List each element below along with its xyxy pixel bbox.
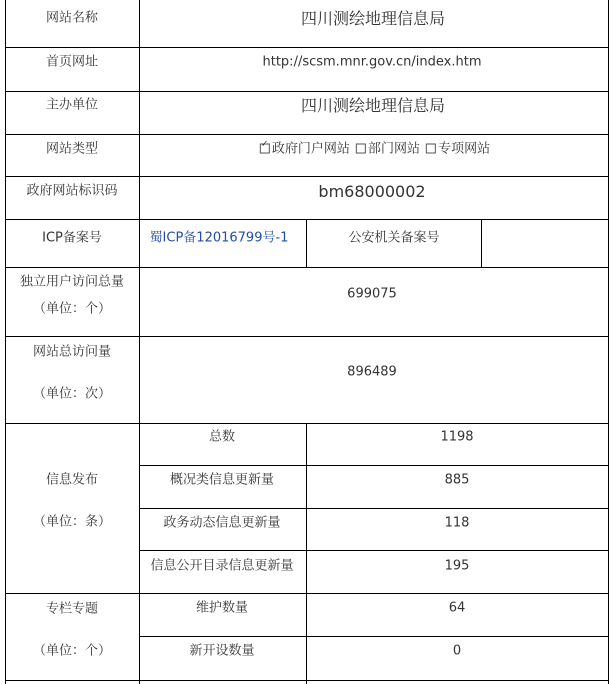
option-gov-portal: 政府门户网站: [271, 141, 350, 157]
icp-label: ICP备案号: [42, 230, 102, 246]
site-name-label: 网站名称: [45, 10, 99, 26]
option-dept: 部门网站: [367, 141, 421, 157]
column-row-name: 新开设数量: [189, 643, 255, 659]
homepage-value: http://scsm.mnr.gov.cn/index.htm: [262, 54, 482, 70]
table-border-right: [608, 0, 609, 684]
table-divider-label: [139, 0, 140, 684]
site-type-label: 网站类型: [45, 141, 99, 157]
row-line: [5, 267, 609, 268]
pv-label: 网站总访问量: [32, 344, 112, 360]
pv-unit: （单位：次）: [32, 386, 112, 402]
icp-divider-1: [306, 219, 307, 267]
gov-code-value: bm68000002: [318, 182, 426, 201]
police-label: 公安机关备案号: [348, 230, 440, 246]
column-row-name: 维护数量: [195, 600, 249, 616]
info-row-name: 概况类信息更新量: [169, 472, 275, 488]
column-unit: （单位：个）: [32, 643, 112, 659]
sub-divider: [306, 423, 307, 684]
homepage-label: 首页网址: [45, 54, 99, 70]
info-row-value: 885: [444, 472, 470, 488]
checkbox-dept: [356, 143, 366, 153]
column-row-value: 64: [448, 600, 466, 616]
site-name-value: 四川测绘地理信息局: [300, 9, 446, 28]
icp-divider-2: [481, 219, 482, 267]
sponsor-value: 四川测绘地理信息局: [300, 96, 446, 115]
icp-link[interactable]: 蜀ICP备12016799号-1: [149, 230, 289, 246]
info-row-value: 1198: [440, 429, 474, 445]
uv-label: 独立用户访问总量: [19, 274, 125, 290]
sponsor-label: 主办单位: [45, 97, 99, 113]
info-row-value: 118: [444, 515, 470, 531]
sub-row-line: [139, 465, 609, 466]
row-line: [5, 47, 609, 48]
row-line: [5, 219, 609, 220]
checkbox-gov-portal: [260, 143, 270, 153]
uv-unit: （单位：个）: [32, 301, 112, 317]
site-type-options: [258, 143, 490, 156]
row-line: [5, 91, 609, 92]
sub-row-line: [139, 508, 609, 509]
gov-code-label: 政府网站标识码: [26, 183, 118, 199]
uv-value: 699075: [347, 286, 397, 302]
option-special: 专项网站: [438, 141, 491, 157]
pv-value: 896489: [347, 364, 397, 380]
column-row-value: 0: [452, 643, 462, 659]
row-line: [5, 593, 609, 594]
sub-row-line: [139, 550, 609, 551]
checkbox-special: [426, 143, 436, 153]
info-row-name: 信息公开目录信息更新量: [150, 558, 294, 574]
sub-row-line: [139, 636, 609, 637]
row-line: [5, 336, 609, 337]
info-label: 信息发布: [45, 472, 99, 488]
info-row-name: 总数: [208, 429, 236, 445]
column-label: 专栏专题: [45, 601, 99, 617]
row-line: [5, 176, 609, 177]
info-row-name: 政务动态信息更新量: [163, 515, 281, 531]
row-line: [5, 134, 609, 135]
table-border-left: [5, 0, 6, 684]
row-line: [5, 680, 609, 681]
info-row-value: 195: [444, 558, 470, 574]
info-unit: （单位：条）: [32, 514, 112, 530]
row-line: [5, 423, 609, 424]
